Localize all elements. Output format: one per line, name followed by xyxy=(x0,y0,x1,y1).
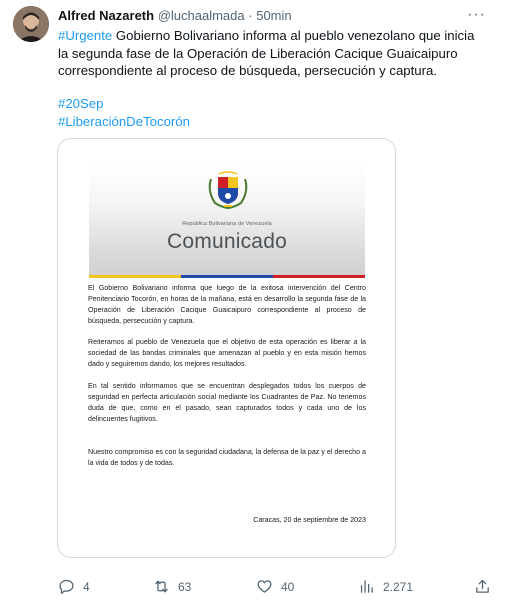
avatar-image xyxy=(13,6,49,42)
retweet-icon xyxy=(153,578,170,595)
document-banner xyxy=(89,163,365,278)
retweet-button[interactable] xyxy=(153,578,191,595)
document-paragraph: Reiteramos al pueblo de Venezuela que el objetivo de esta operación es liberar a la sociedad de las bandas criminales que amenazan al pueblo y en esta misión hemos dado y seguiremos dando, los mejores resultados. xyxy=(88,338,366,369)
flag-stripe-red xyxy=(273,275,365,278)
reply-button[interactable] xyxy=(58,578,90,595)
document-paragraph: En tal sentido informamos que se encuentran desplegados todos los cuerpos de seguridad en perfecta articulación social mediante los Cuadrantes de Paz. No tenemos duda de que, como en el pasado, sean capturados todos y cada uno de los delincuentes fugitivos. xyxy=(88,382,366,424)
comunicado-document xyxy=(84,159,370,539)
hashtag-liberacion-tocoron[interactable]: #LiberaciónDeTocorón xyxy=(58,114,190,129)
document-date: Caracas, 20 de septiembre de 2023 xyxy=(253,516,366,524)
separator: · xyxy=(248,8,253,23)
tweet-media-image[interactable] xyxy=(57,138,396,558)
like-button[interactable] xyxy=(256,578,294,595)
flag-stripe-blue xyxy=(181,275,273,278)
views-count: 2.271 xyxy=(383,579,414,594)
timestamp[interactable]: 50min xyxy=(256,8,292,23)
tweet-header xyxy=(58,8,292,24)
flag-bar xyxy=(89,275,365,278)
coat-of-arms-icon xyxy=(205,171,251,209)
views-chart-icon xyxy=(358,578,375,595)
share-button[interactable] xyxy=(474,578,491,595)
tweet-text xyxy=(58,27,488,80)
flag-stripe-yellow xyxy=(89,275,181,278)
document-paragraph: El Gobierno Bolivariano informa que luego de la exitosa intervención del Centro Penitenciario Tocorón, en horas de la mañana, está en desarrollo la segunda fase de la Operación de Liberación Cacique Guaicaipuro correspondiente al proceso de búsqueda, persecución y captura. xyxy=(88,284,366,326)
republica-label: República Bolivariana de Venezuela xyxy=(182,221,272,227)
views-button[interactable] xyxy=(358,578,413,595)
author-name[interactable]: Alfred Nazareth xyxy=(58,8,155,23)
share-icon xyxy=(474,578,491,595)
retweet-count: 63 xyxy=(178,579,192,594)
hashtag-urgente[interactable]: #Urgente xyxy=(58,28,113,43)
document-paragraph: Nuestro compromiso es con la seguridad ciudadana, la defensa de la paz y el derecho a la vida de todos y de todas. xyxy=(88,448,366,468)
like-count: 40 xyxy=(281,579,295,594)
document-title: Comunicado xyxy=(167,230,287,253)
reply-count: 4 xyxy=(83,579,90,594)
more-options-icon[interactable]: ··· xyxy=(467,6,486,23)
hashtag-20sep[interactable]: #20Sep xyxy=(58,96,104,111)
avatar[interactable] xyxy=(13,6,49,42)
heart-icon xyxy=(256,578,273,595)
author-handle[interactable]: @luchaalmada xyxy=(157,8,245,23)
tweet-actions xyxy=(58,576,492,600)
reply-icon xyxy=(58,578,75,595)
tweet-body: Gobierno Bolivariano informa al pueblo venezolano que inicia la segunda fase de la Operación de Liberación Cacique Guaicaipuro correspondiente al proceso de búsqueda, persecución y captura. xyxy=(58,28,475,78)
